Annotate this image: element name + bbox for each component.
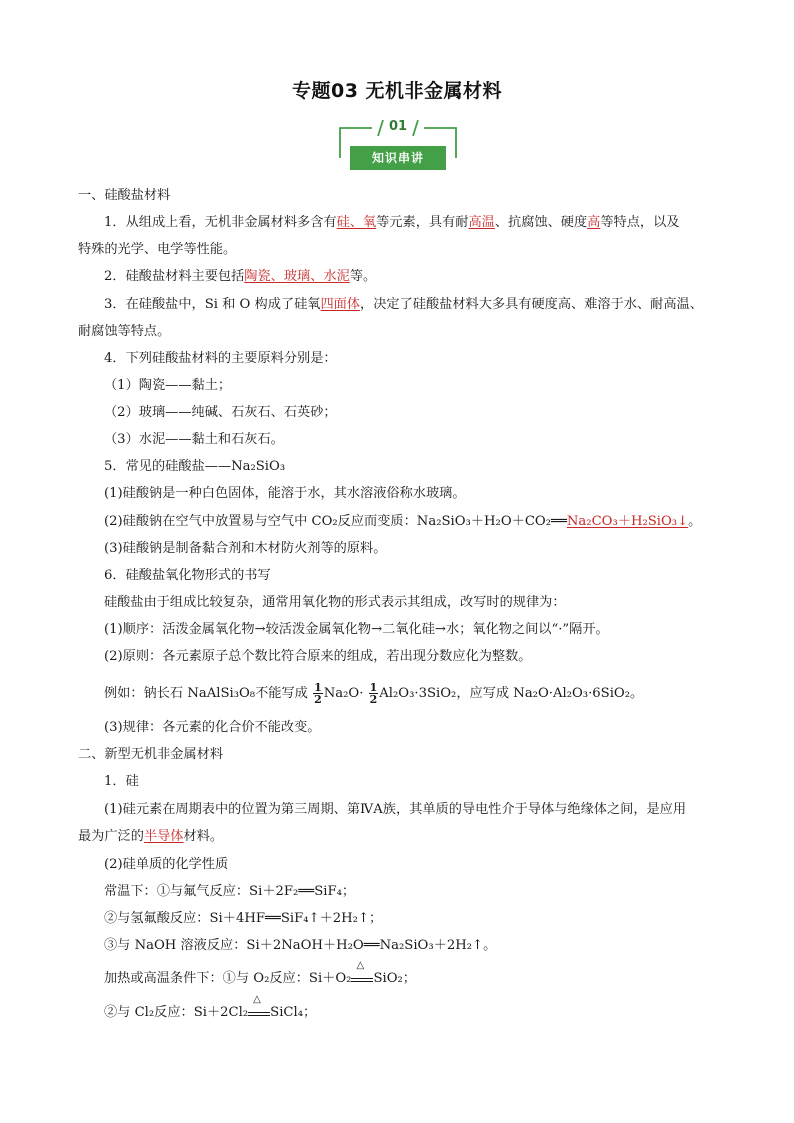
text: SiCl₄；: [270, 1005, 317, 1020]
highlight: 高温: [468, 215, 495, 230]
paragraph-q1: 1．硅: [104, 774, 139, 789]
text: 等元素，具有耐: [376, 215, 469, 230]
text: 3．在硅酸盐中，Si 和 O 构成了硅氧: [104, 297, 321, 312]
paragraph-5c: (3)硅酸钠是制备黏合剂和木材防火剂等的原料。: [104, 541, 387, 556]
highlight: 硅、氧: [336, 215, 377, 230]
highlight: Na₂CO₃＋H₂SiO₃↓: [566, 514, 689, 529]
text: 1．从组成上看，无机非金属材料多含有: [104, 215, 337, 230]
text: 。: [688, 514, 702, 529]
fraction-numerator: 1: [314, 681, 322, 694]
delta-icon: △: [356, 960, 365, 971]
paragraph-6b: (1)顺序：活泼金属氧化物→较活泼金属氧化物→二氧化硅→水；氧化物之间以“·”隔开。: [104, 622, 609, 637]
fraction: [369, 682, 379, 705]
paragraph-6d: [104, 682, 643, 705]
list-item: （3）水泥——黏土和石灰石。: [104, 432, 284, 447]
paragraph-2: [104, 268, 376, 286]
equation-line: ②与氢氟酸反应：Si＋4HF══SiF₄↑＋2H₂↑；: [104, 911, 383, 926]
heat-condition: [248, 994, 270, 1016]
paragraph-5b: [104, 513, 701, 531]
fraction: [313, 682, 323, 705]
text: ，决定了硅酸盐材料大多具有硬度高、难溶于水、耐高温、: [360, 297, 703, 312]
equation-line: [104, 960, 416, 988]
text: 加热或高温条件下：①与 O₂反应：Si＋O₂: [104, 971, 352, 986]
paragraph-3-cont: 耐腐蚀等特点。: [78, 324, 171, 339]
highlight: 陶瓷、玻璃、水泥: [244, 269, 350, 284]
paragraph-6c: (2)原则：各元素原子总个数比符合原来的组成，若出现分数应化为整数。: [104, 649, 532, 664]
paragraph-q1c: (2)硅单质的化学性质: [104, 857, 229, 872]
equation-line: [104, 994, 317, 1022]
text: 材料。: [183, 829, 224, 844]
text: ②与 Cl₂反应：Si＋2Cl₂: [104, 1005, 249, 1020]
equation-line: 常温下：①与氟气反应：Si＋2F₂══SiF₄；: [104, 884, 356, 899]
badge-number: 01: [388, 119, 408, 134]
text: Na₂O·: [323, 686, 364, 701]
section-heading-2: 二、新型无机非金属材料: [78, 747, 224, 762]
paragraph-5a: (1)硅酸钠是一种白色固体，能溶于水，其水溶液俗称水玻璃。: [104, 486, 466, 501]
paragraph-5: 5．常见的硅酸盐——Na₂SiO₃: [104, 459, 286, 474]
text: 、抗腐蚀、硬度: [494, 215, 588, 230]
section-badge: [336, 116, 460, 172]
equals-bar: [248, 1012, 270, 1016]
text: 等特点，以及: [600, 215, 680, 230]
text: 最为广泛的: [78, 829, 144, 844]
list-item: （1）陶瓷——黏土；: [104, 378, 232, 393]
badge-label: 知识串讲: [350, 146, 446, 170]
paragraph-q1b: [78, 828, 223, 846]
text: 等。: [349, 269, 377, 284]
text: 2．硅酸盐材料主要包括: [104, 269, 245, 284]
delta-icon: △: [253, 994, 261, 1005]
paragraph-4: 4．下列硅酸盐材料的主要原料分别是：: [104, 351, 337, 366]
highlight: 高: [587, 215, 601, 230]
page-title: 专题03 无机非金属材料: [291, 80, 503, 102]
paragraph-1: [104, 214, 679, 232]
highlight: 半导体: [143, 829, 184, 844]
paragraph-3: [104, 296, 703, 314]
list-item: （2）玻璃——纯碱、石灰石、石英砂；: [104, 405, 337, 420]
text: SiO₂；: [373, 971, 416, 986]
section-heading-1: 一、硅酸盐材料: [78, 188, 171, 203]
equation-text: (2)硅酸钠在空气中放置易与空气中 CO₂反应而变质：Na₂SiO₃＋H₂O＋CO₂══: [104, 514, 567, 529]
text: 例如：钠长石 NaAlSi₃O₈不能写成: [104, 686, 308, 701]
text: Al₂O₃·3SiO₂，应写成 Na₂O·Al₂O₃·6SiO₂。: [379, 686, 644, 701]
paragraph-q1a: (1)硅元素在周期表中的位置为第三周期、第ⅣA族，其单质的导电性介于导体与绝缘体之间，是应用: [104, 802, 687, 817]
equals-bar: [351, 978, 373, 982]
paragraph-6: 6．硅酸盐氧化物形式的书写: [104, 568, 271, 583]
fraction-numerator: 1: [369, 681, 378, 694]
fraction-denominator: 2: [369, 693, 378, 706]
paragraph-6e: (3)规律：各元素的化合价不能改变。: [104, 720, 321, 735]
paragraph-1-cont: 特殊的光学、电学等性能。: [78, 242, 237, 257]
paragraph-6a: 硅酸盐由于组成比较复杂，通常用氧化物的形式表示其组成，改写时的规律为：: [104, 595, 566, 610]
fraction-denominator: 2: [314, 693, 322, 706]
highlight: 四面体: [320, 297, 361, 312]
equation-line: ③与 NaOH 溶液反应：Si＋2NaOH＋H₂O══Na₂SiO₃＋2H₂↑。: [104, 938, 497, 953]
heat-condition: [351, 960, 373, 982]
